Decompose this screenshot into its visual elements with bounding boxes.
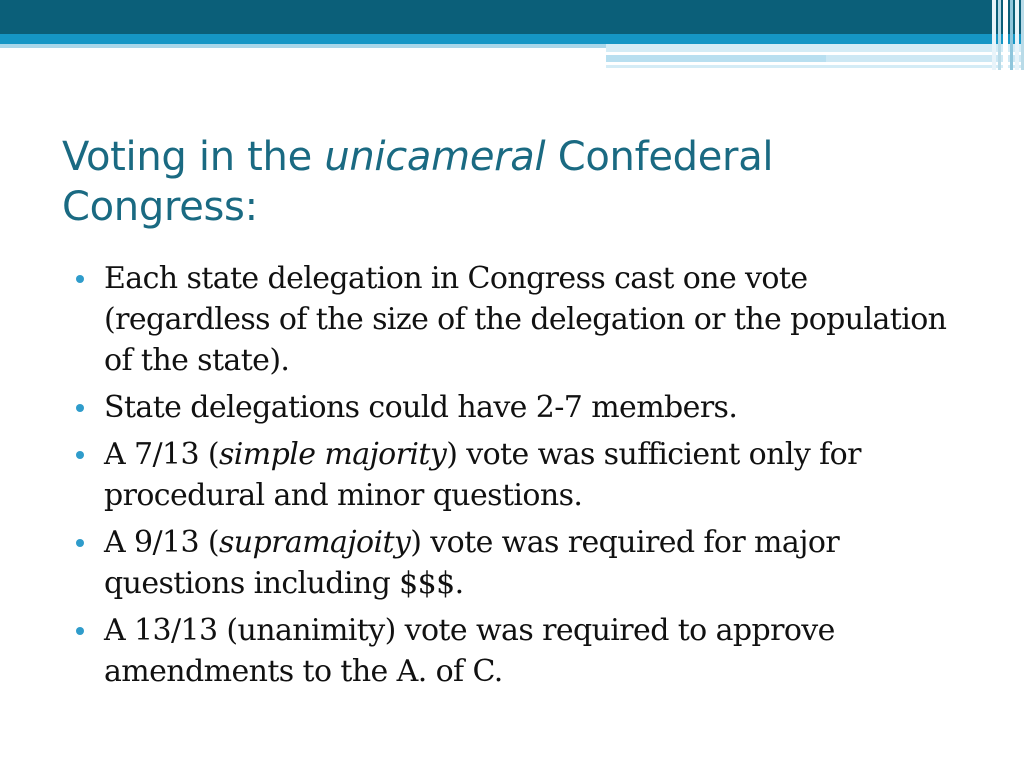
bullet-text: State delegations could have 2-7 members. [104, 390, 738, 425]
bullet-dot-icon [76, 404, 84, 412]
slide-title [62, 132, 962, 232]
bullet-dot-icon [76, 539, 84, 547]
bullet-dot-icon [76, 451, 84, 459]
header-step-segment [606, 55, 826, 62]
bullet-text-after: ) vote was required for major questions including $$$. [104, 525, 840, 601]
bullet-text: A 13/13 (unanimity) vote was required to approve amendments to the A. of C. [104, 613, 835, 689]
bullet-text-before: A 7/13 ( [104, 437, 220, 472]
bullet-dot-icon [76, 275, 84, 283]
bullet-text: Each state delegation in Congress cast one vote (regardless of the size of the delegation or the population of the state). [104, 261, 947, 378]
bullet-item [74, 434, 974, 516]
header-step-line [606, 62, 1024, 65]
title-part1: Voting in the [62, 134, 325, 180]
bullet-text-before: A 9/13 ( [104, 525, 220, 560]
bullet-item [74, 258, 974, 381]
bullet-item [74, 387, 974, 428]
bullet-dot-icon [76, 627, 84, 635]
bullet-text-after: ) vote was sufficient only for procedural and minor questions. [104, 437, 861, 513]
title-part2: Confederal Congress: [62, 134, 774, 230]
header-step-line [606, 52, 1024, 55]
header-vertical-stripes [992, 0, 1024, 70]
bullet-emphasis: supramajoity [219, 525, 411, 560]
title-emphasis: unicameral [324, 134, 546, 180]
bullet-item [74, 522, 974, 604]
header-bar-dark [0, 0, 1024, 34]
header-bar-blue [0, 34, 1024, 44]
bullet-list [74, 258, 974, 698]
bullet-emphasis: simple majority [219, 437, 447, 472]
bullet-item [74, 610, 974, 692]
